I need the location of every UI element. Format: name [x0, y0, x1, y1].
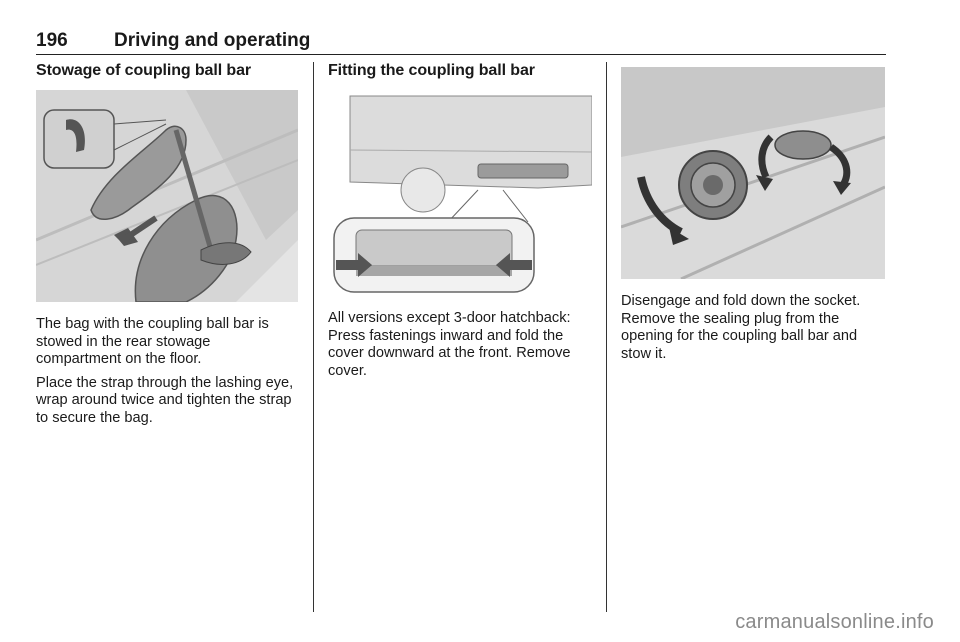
paragraph-fitting-1: All versions except 3-door hatchback: Press fastenings inward and fold the cover downward at the front. Remove cover.: [328, 310, 571, 379]
column-socket: [621, 62, 887, 369]
paragraph-stowage-2: Place the strap through the lashing eye, wrap around twice and tighten the strap to secure the bag.: [36, 374, 294, 426]
section-heading-stowage: Stowage of coupling ball bar: [36, 62, 251, 79]
column-fitting: [328, 62, 592, 386]
paragraph-stowage-1: The bag with the coupling ball bar is stowed in the rear stowage compartment on the floor.: [36, 316, 269, 367]
page-header: [36, 26, 886, 55]
paragraph-socket-1: Disengage and fold down the socket. Remove the sealing plug from the opening for the coupling ball bar and stow it.: [621, 293, 861, 362]
column-stowage: [36, 62, 298, 433]
page-number: 196: [36, 30, 68, 51]
section-heading-fitting: Fitting the coupling ball bar: [328, 62, 535, 79]
chapter-title: Driving and operating: [114, 30, 311, 51]
illustration-bumper-cover: [328, 90, 592, 296]
watermark-text: carmanualsonline.info: [735, 611, 934, 633]
illustration-stowage-bag: [36, 90, 298, 302]
illustration-socket: [621, 67, 885, 279]
column-divider-1: [313, 62, 314, 612]
column-divider-2: [606, 62, 607, 612]
